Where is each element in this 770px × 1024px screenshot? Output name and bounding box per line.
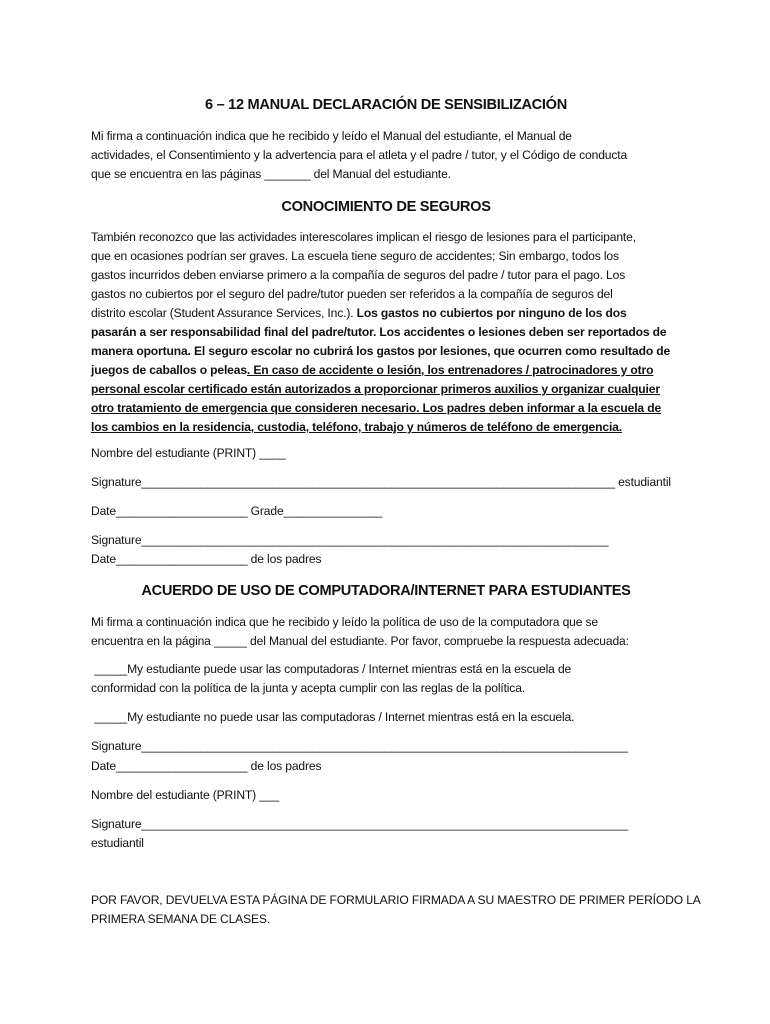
insurance-underlined-text: personal escolar certificado están autorizados a proporcionar primeros auxilios y organizar cualquier (91, 382, 660, 396)
insurance-underlined-text: los cambios en la residencia, custodia, teléfono, trabajo y números de teléfono de emergencia. (91, 420, 622, 434)
computer-intro-line: encuentra en la página _____ del Manual del estudiante. Por favor, compruebe la respuesta adecuada: (91, 634, 629, 648)
footer-line: PRIMERA SEMANA DE CLASES. (91, 912, 271, 926)
form-field-student-name[interactable]: Nombre del estudiante (PRINT) ____ (91, 446, 286, 460)
insurance-bold-text: manera oportuna. El seguro escolar no cubrirá los gastos por lesiones, que ocurren como resultado de (91, 344, 671, 358)
insurance-line (91, 361, 681, 380)
insurance-line: También reconozco que las actividades interescolares implican el riesgo de lesiones para el participante, (91, 230, 636, 244)
intro-paragraph (91, 127, 681, 184)
insurance-line (91, 418, 681, 437)
insurance-heading: CONOCIMIENTO DE SEGUROS (281, 199, 491, 215)
form-field-student-signature[interactable]: Signature________________________________________________________________________ estudiantil (91, 475, 671, 489)
intro-line: actividades, el Consentimiento y la advertencia para el atleta y el padre / tutor, y el Código de conducta (91, 148, 628, 162)
insurance-bold-text: pasarán a ser responsabilidad final del padre/tutor. Los accidentes o lesiones deben ser reportados de (91, 325, 667, 339)
footer-line: POR FAVOR, DEVUELVA ESTA PÁGINA DE FORMULARIO FIRMADA A SU MAESTRO DE PRIMER PERÍODO LA (91, 893, 701, 907)
insurance-bold-text: juegos de caballos o peleas (91, 363, 247, 377)
insurance-paragraph (91, 228, 681, 437)
form-field-parent-date[interactable]: Date____________________ de los padres (91, 552, 322, 566)
insurance-line: gastos no cubiertos por el seguro del padre/tutor pueden ser referidos a la compañía de seguros del (91, 287, 613, 301)
insurance-line: gastos incurridos deben enviarse primero a la compañía de seguros del padre / tutor para el pago. Los (91, 268, 626, 282)
computer-intro (91, 613, 681, 651)
insurance-line (91, 342, 681, 361)
insurance-underlined-text: . En caso de accidente o lesión, los entrenadores / patrocinadores y otro (246, 363, 654, 377)
insurance-text: distrito escolar (Student Assurance Services, Inc.). (91, 306, 357, 320)
insurance-line (91, 304, 681, 323)
form-field-parent-signature-2[interactable]: Signature__________________________________________________________________________ (91, 739, 629, 753)
form-field-parent-signature[interactable]: Signature_______________________________________________________________________ (91, 533, 609, 547)
intro-line: que se encuentra en las páginas _______ del Manual del estudiante. (91, 167, 451, 181)
insurance-line (91, 323, 681, 342)
intro-line: Mi firma a continuación indica que he recibido y leído el Manual del estudiante, el Manual de (91, 129, 572, 143)
form-field-student-name-2[interactable]: Nombre del estudiante (PRINT) ___ (91, 788, 279, 802)
computer-heading: ACUERDO DE USO DE COMPUTADORA/INTERNET PARA ESTUDIANTES (141, 583, 631, 599)
footer-note (91, 891, 701, 929)
form-field-parent-date-2[interactable]: Date____________________ de los padres (91, 759, 322, 773)
form-field-date-grade[interactable]: Date____________________ Grade_______________ (91, 504, 383, 518)
option-not-allowed[interactable]: _____My estudiante no puede usar las computadoras / Internet mientras está en la escuela. (91, 710, 575, 724)
option-allowed[interactable]: _____My estudiante puede usar las computadoras / Internet mientras está en la escuela de conformidad con la política de la junta y acepta cumplir con las reglas de la política. (91, 662, 572, 695)
form-field-student-signature-2[interactable]: Signature__________________________________________________________________________ estudiantil (91, 815, 681, 853)
insurance-underlined-text: otro tratamiento de emergencia que consideren necesario. Los padres deben informar a la escuela de (91, 401, 662, 415)
insurance-bold-text: Los gastos no cubiertos por ninguno de los dos (356, 306, 627, 320)
insurance-line (91, 380, 681, 399)
signature-label: estudiantil (91, 836, 144, 850)
computer-intro-line: Mi firma a continuación indica que he recibido y leído la política de uso de la computadora que se (91, 615, 598, 629)
page-title: 6 – 12 MANUAL DECLARACIÓN DE SENSIBILIZACIÓN (205, 97, 567, 113)
insurance-line (91, 399, 681, 418)
insurance-line: que en ocasiones podrían ser graves. La escuela tiene seguro de accidentes; Sin embargo, todos los (91, 249, 619, 263)
